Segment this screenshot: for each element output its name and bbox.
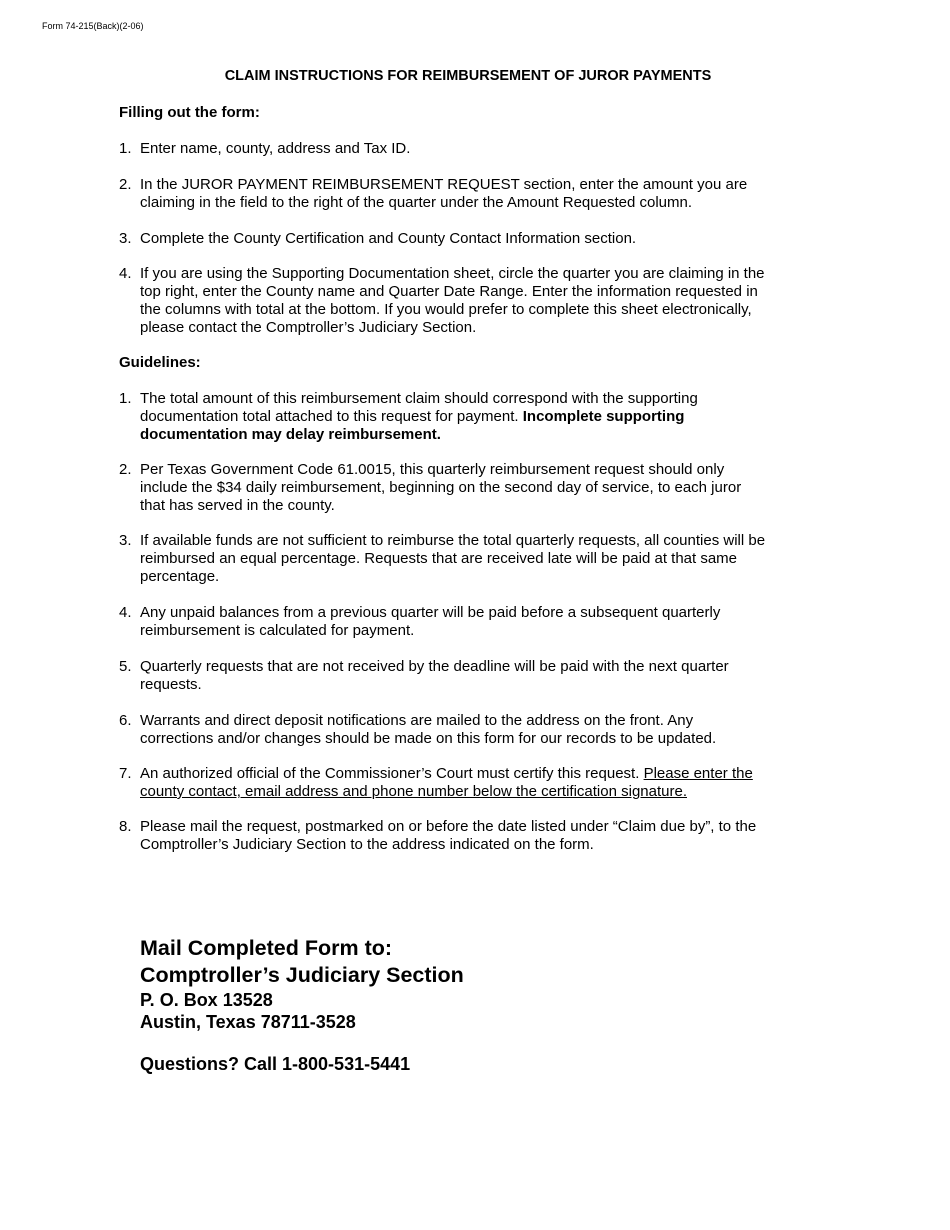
- item-number: 7.: [119, 765, 132, 782]
- item-number: 2.: [119, 461, 132, 478]
- item-underlined: Please enter the county contact, email address and phone number below the certification signature.: [140, 765, 753, 800]
- item-text: Quarterly requests that are not received by the deadline will be paid with the next quarter requests.: [140, 658, 729, 693]
- filling-item-1: [119, 140, 799, 158]
- item-text: Enter name, county, address and Tax ID.: [140, 140, 411, 157]
- guideline-item-8: [119, 818, 799, 854]
- filling-heading: Filling out the form:: [119, 104, 260, 121]
- form-id: Form 74-215(Back)(2-06): [42, 21, 144, 31]
- item-number: 4.: [119, 604, 132, 621]
- guidelines-heading: Guidelines:: [119, 354, 201, 371]
- mail-recipient: Comptroller’s Judiciary Section: [140, 963, 464, 987]
- guideline-item-7: [119, 765, 799, 801]
- filling-item-3: [119, 230, 799, 248]
- item-number: 2.: [119, 176, 132, 193]
- page-title: CLAIM INSTRUCTIONS FOR REIMBURSEMENT OF JUROR PAYMENTS: [224, 68, 712, 84]
- item-emphasis: Incomplete supporting documentation may delay reimbursement.: [140, 408, 685, 443]
- item-number: 6.: [119, 712, 132, 729]
- item-body: [140, 390, 730, 444]
- questions-phone: Questions? Call 1-800-531-5441: [140, 1054, 411, 1074]
- item-text: Warrants and direct deposit notifications are mailed to the address on the front. Any corrections and/or changes should be made on this form for our records to be updated.: [140, 712, 717, 747]
- item-text: If you are using the Supporting Documentation sheet, circle the quarter you are claiming in the top right, enter the County name and Quarter Date Range. Enter the information requested in the columns with total at the bottom. If you would prefer to complete this sheet electronically, please contact the Comptroller’s Judiciary Section.: [140, 265, 765, 336]
- item-number: 3.: [119, 532, 132, 549]
- item-number: 4.: [119, 265, 132, 282]
- item-text: If available funds are not sufficient to reimburse the total quarterly requests, all counties will be reimbursed an equal percentage. Requests that are received late will be paid at that same percentage.: [140, 532, 766, 585]
- mail-heading: Mail Completed Form to:: [140, 936, 393, 960]
- guideline-item-6: [119, 712, 799, 748]
- guideline-item-5: [119, 658, 799, 694]
- filling-item-2: [119, 176, 799, 212]
- item-number: 3.: [119, 230, 132, 247]
- guideline-item-4: [119, 604, 799, 640]
- item-text: The total amount of this reimbursement claim should correspond with the supporting documentation total attached to this request for payment.: [140, 390, 698, 425]
- item-text: Complete the County Certification and County Contact Information section.: [140, 230, 637, 247]
- item-number: 1.: [119, 140, 132, 157]
- item-number: 8.: [119, 818, 132, 835]
- item-text: Please mail the request, postmarked on or before the date listed under “Claim due by”, to the Comptroller’s Judiciary Section to the address indicated on the form.: [140, 818, 757, 853]
- guideline-item-1: [119, 390, 799, 444]
- filling-item-4: [119, 265, 799, 337]
- mail-block: [140, 935, 464, 1075]
- item-text: An authorized official of the Commissioner’s Court must certify this request.: [140, 765, 644, 782]
- item-text: Any unpaid balances from a previous quarter will be paid before a subsequent quarterly reimbursement is calculated for payment.: [140, 604, 721, 639]
- item-text: Per Texas Government Code 61.0015, this quarterly reimbursement request should only include the $34 daily reimbursement, beginning on the second day of service, to each juror that has served in the county.: [140, 461, 742, 514]
- mail-city: Austin, Texas 78711-3528: [140, 1012, 356, 1032]
- guideline-item-3: [119, 532, 799, 586]
- item-number: 5.: [119, 658, 132, 675]
- guideline-item-2: [119, 461, 799, 515]
- item-text: In the JUROR PAYMENT REIMBURSEMENT REQUEST section, enter the amount you are claiming in the field to the right of the quarter under the Amount Requested column.: [140, 176, 748, 211]
- mail-po-box: P. O. Box 13528: [140, 990, 273, 1010]
- item-number: 1.: [119, 390, 132, 407]
- item-body: [140, 765, 785, 801]
